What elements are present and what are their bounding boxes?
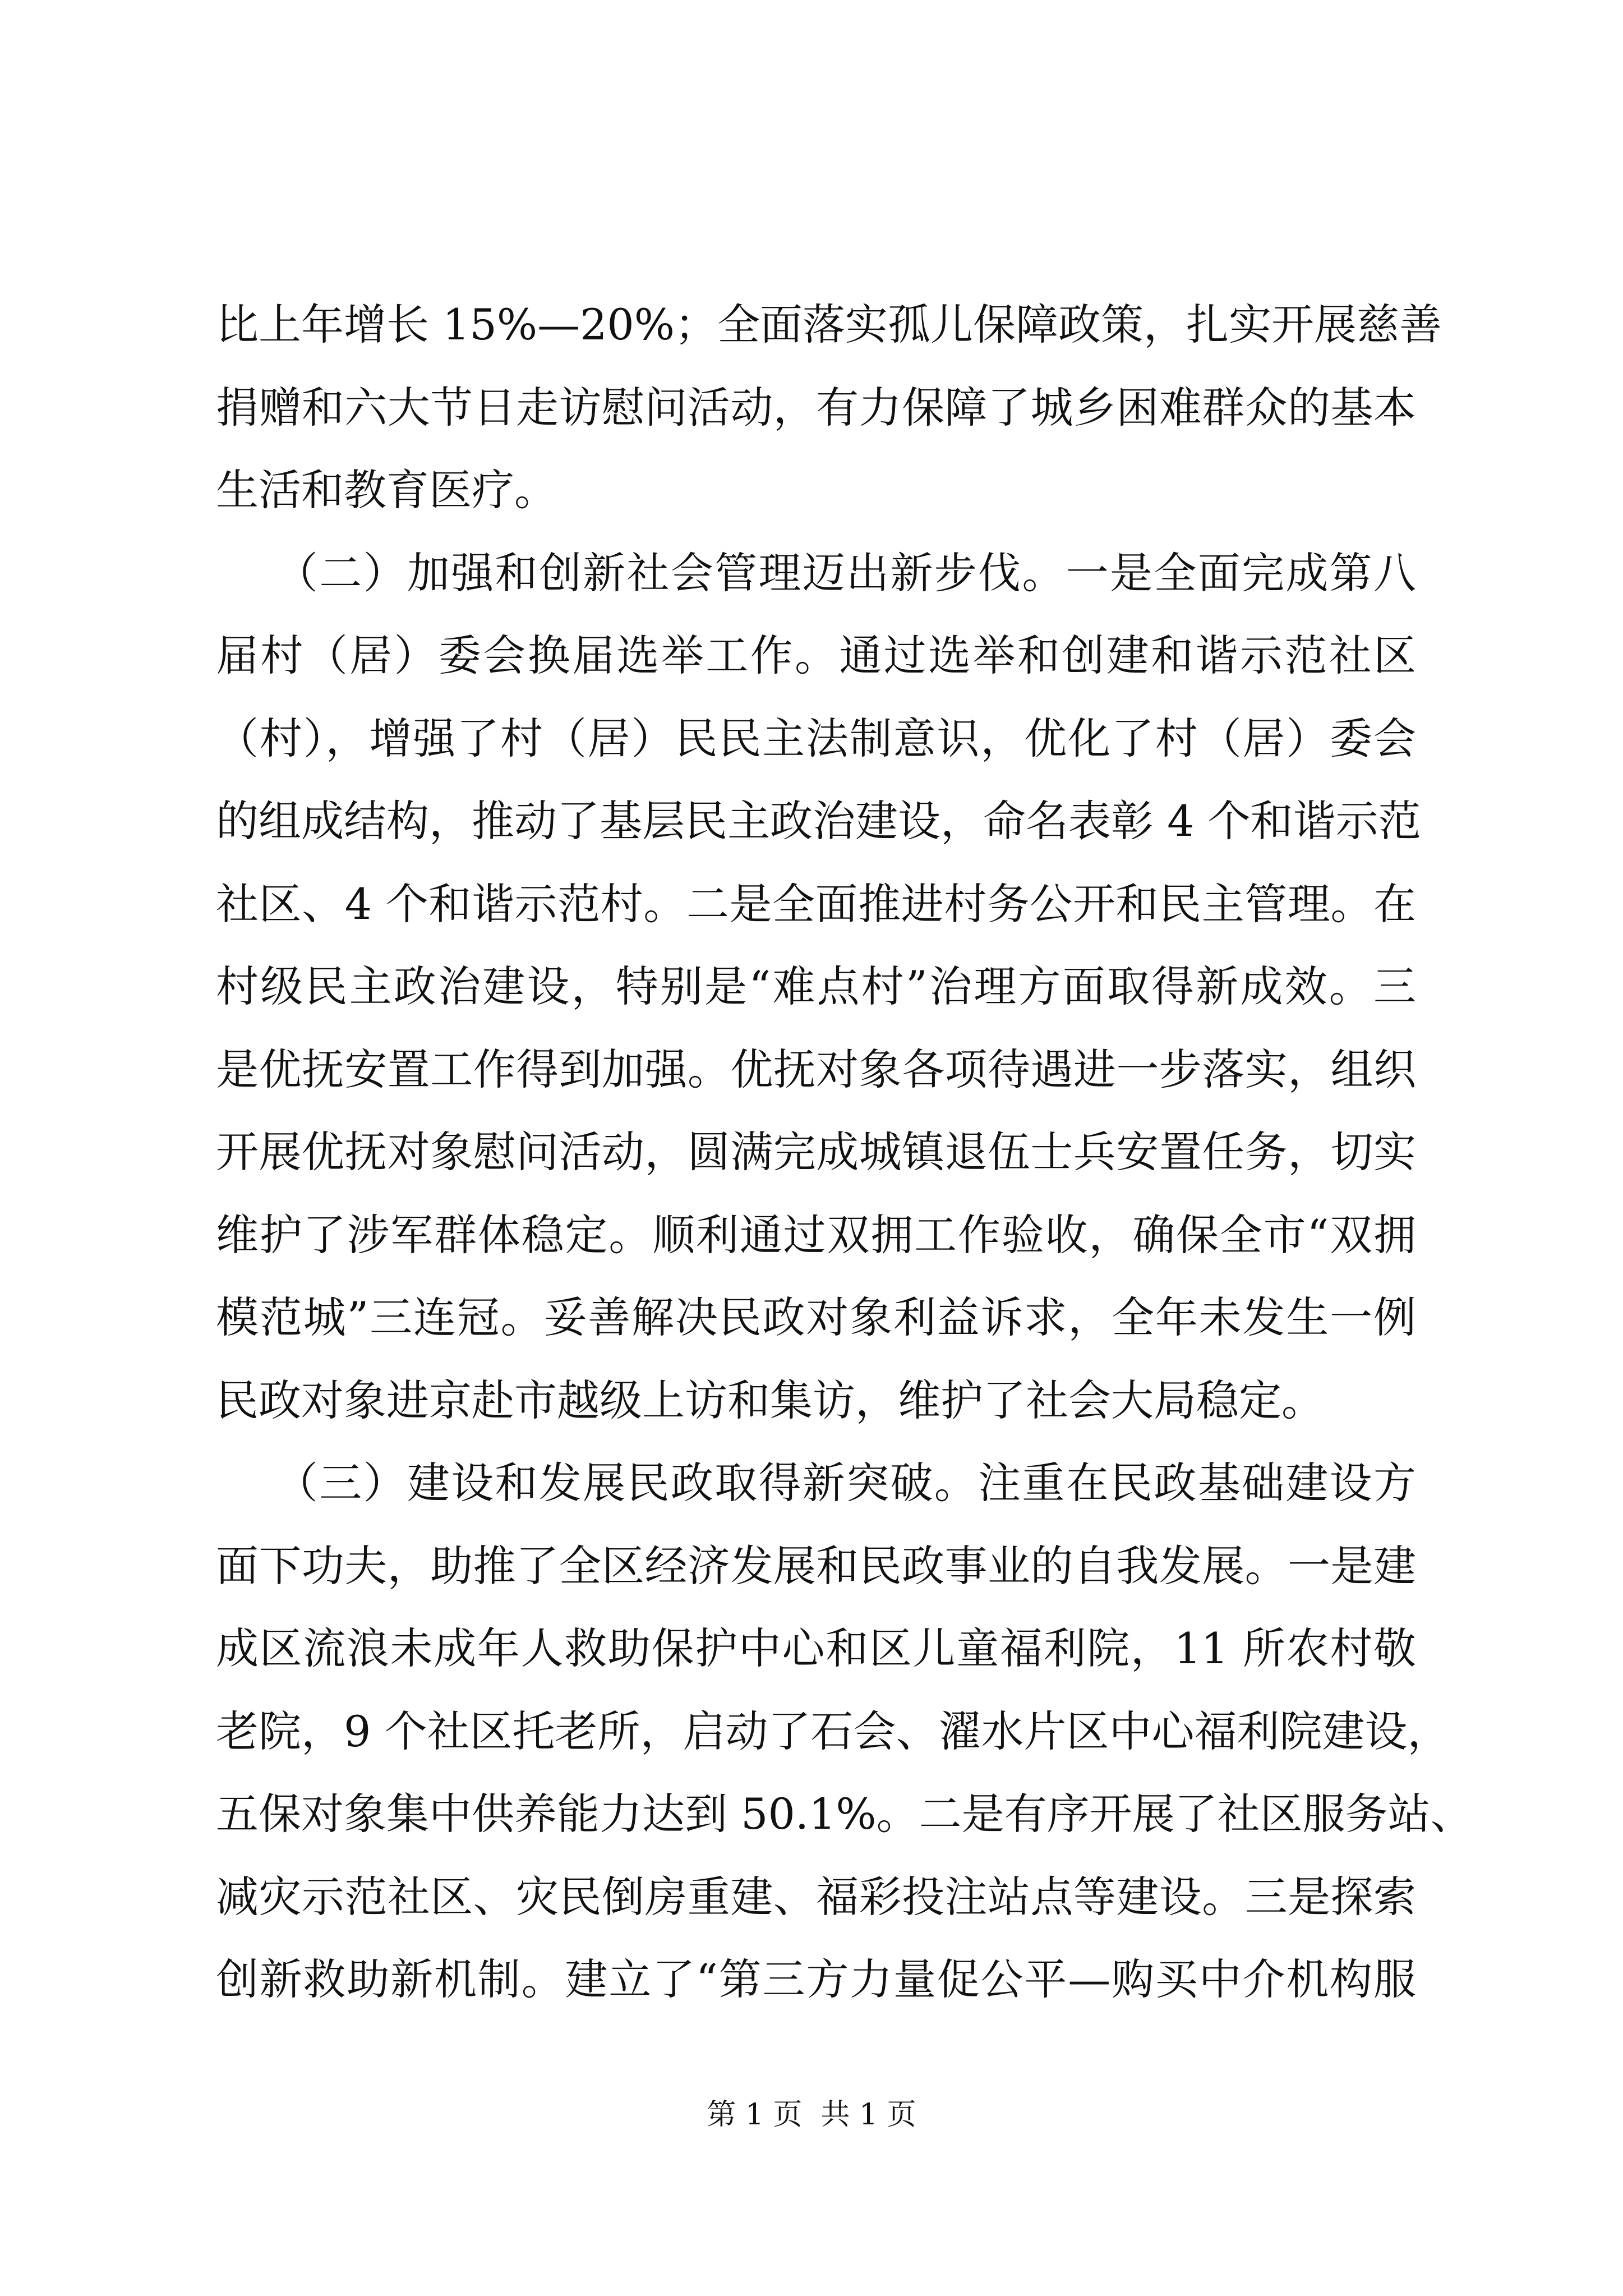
text-line: 减灾示范社区、灾民倒房重建、福彩投注站点等建设。三是探索 — [216, 1871, 1416, 1922]
text-line: 是优抚安置工作得到加强。优抚对象各项待遇进一步落实，组织 — [216, 1044, 1416, 1094]
text-line: 面下功夫，助推了全区经济发展和民政事业的自我发展。一是建 — [216, 1540, 1416, 1591]
text-line: 比上年增长 15%—20%；全面落实孤儿保障政策，扎实开展慈善 — [216, 300, 1442, 349]
text-line: 捐赠和六大节日走访慰问活动，有力保障了城乡困难群众的基本 — [216, 382, 1416, 432]
text-line: 模范城”三连冠。妥善解决民政对象利益诉求，全年未发生一例 — [216, 1292, 1416, 1342]
page-number: 第 1 页 共 1 页 — [707, 2098, 916, 2132]
text-line: 社区、4 个和谐示范村。二是全面推进村务公开和民主管理。在 — [216, 878, 1416, 929]
text-line: 创新救助新机制。建立了“第三方力量促公平—购买中介机构服 — [216, 1954, 1416, 2004]
page-footer — [0, 2092, 1623, 2137]
text-line: （村），增强了村（居）民民主法制意识，优化了村（居）委会 — [216, 713, 1416, 763]
document-body — [216, 283, 1473, 2021]
text-line: （三）建设和发展民政取得新突破。注重在民政基础建设方 — [216, 1458, 1416, 1508]
text-line: 届村（居）委会换届选举工作。通过选举和创建和谐示范社区 — [216, 631, 1416, 680]
text-line: 开展优抚对象慰问活动，圆满完成城镇退伍士兵安置任务，切实 — [216, 1127, 1416, 1177]
text-line: 的组成结构，推动了基层民主政治建设，命名表彰 4 个和谐示范 — [216, 796, 1421, 846]
text-line: 五保对象集中供养能力达到 50.1%。二是有序开展了社区服务站、 — [216, 1789, 1473, 1839]
text-line: 维护了涉军群体稳定。顺利通过双拥工作验收，确保全市“双拥 — [216, 1209, 1416, 1260]
text-line: 老院，9 个社区托老所，启动了石会、濯水片区中心福利院建设， — [216, 1706, 1450, 1756]
text-line: 生活和教育医疗。 — [216, 465, 557, 515]
text-line: 成区流浪未成年人救助保护中心和区儿童福利院，11 所农村敬 — [216, 1623, 1416, 1673]
text-line: 村级民主政治建设，特别是“难点村”治理方面取得新成效。三 — [216, 961, 1416, 1011]
text-line: 民政对象进京赴市越级上访和集访，维护了社会大局稳定。 — [216, 1375, 1324, 1425]
text-line: （二）加强和创新社会管理迈出新步伐。一是全面完成第八 — [216, 547, 1416, 598]
